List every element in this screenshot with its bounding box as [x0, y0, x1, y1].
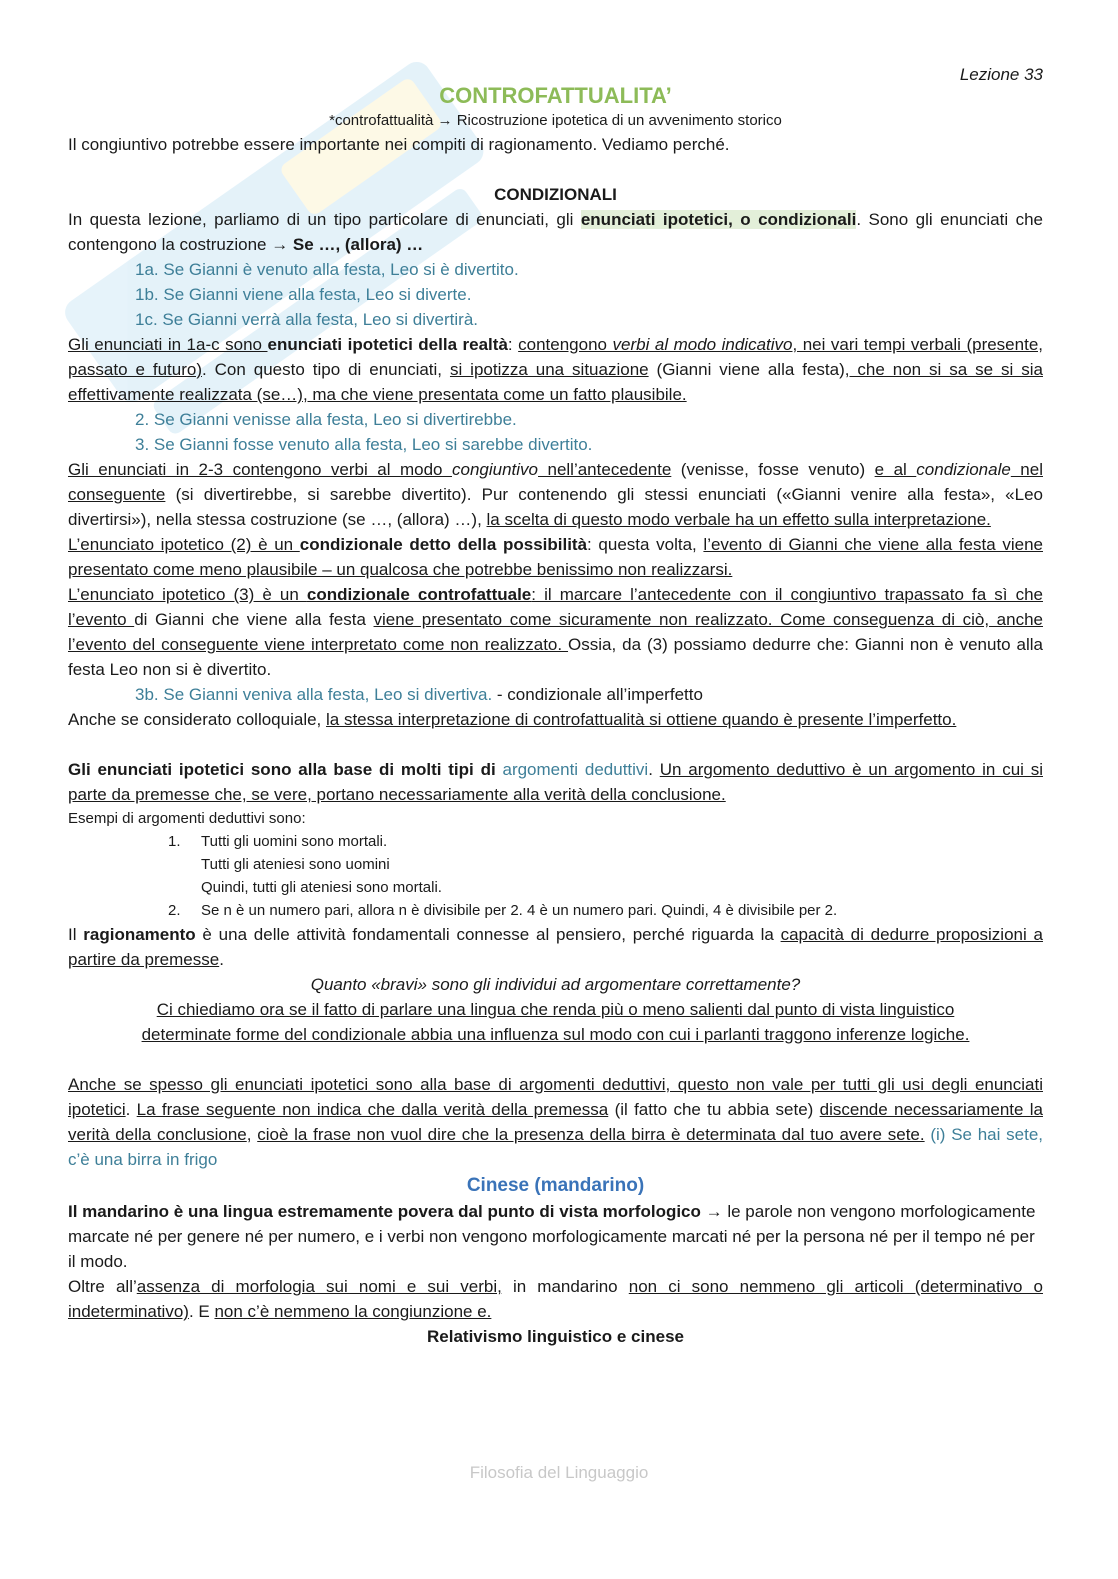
lesson-number: Lezione 33	[959, 65, 1043, 84]
example-1b: 1b. Se Gianni viene alla festa, Leo si diverte.	[135, 285, 472, 304]
paragraph-mandarino: Il mandarino è una lingua estremamente povera dal punto di vista morfologico → le parole non vengono morfologicamente marcate né per genere né per numero, e i verbi non vengono morfologicamente marcati né per la persona né per il tempo né per il modo.	[68, 1202, 1036, 1271]
page-subtitle: *controfattualità → Ricostruzione ipotetica di un avvenimento storico	[329, 112, 782, 129]
example-1a: 1a. Se Gianni è venuto alla festa, Leo si è divertito.	[135, 260, 519, 279]
paragraph-usi-ipotetici: Anche se spesso gli enunciati ipotetici sono alla base di argomenti deduttivi, questo non vale per tutti gli usi degli enunciati ipotetici. La frase seguente non indica che dalla verità della premessa (il fatto che tu abbia sete) discende necessariamente la verità della conclusione, cioè la frase non vuol dire che la presenza della birra è determinata dal tuo avere sete. (i) Se hai sete, c’è una birra in frigo	[68, 1075, 1044, 1169]
research-question-line-1: Ci chiediamo ora se il fatto di parlare una lingua che renda più o meno salienti dal punto di vista linguistico	[156, 1000, 955, 1019]
research-question-line-2: determinate forme del condizionale abbia una influenza sul modo con cui i parlanti traggono inferenze logiche.	[141, 1025, 970, 1044]
document-page	[68, 62, 1043, 1349]
paragraph-morfologia: Oltre all’assenza di morfologia sui nomi e sui verbi, in mandarino non ci sono nemmeno gli articoli (determinativo o indeterminativo). E non c’è nemmeno la congiunzione e.	[68, 1277, 1043, 1321]
question-line: Quanto «bravi» sono gli individui ad argomentare correttamente?	[310, 975, 801, 994]
examples-intro: Esempi di argomenti deduttivi sono:	[68, 810, 306, 827]
example-1c: 1c. Se Gianni verrà alla festa, Leo si divertirà.	[135, 310, 478, 329]
paragraph-imperfetto: Anche se considerato colloquiale, la stessa interpretazione di controfattualità si ottiene quando è presente l’imperfetto.	[68, 710, 957, 729]
highlighted-term: enunciati ipotetici, o condizionali	[580, 210, 857, 229]
paragraph-realta: Gli enunciati in 1a-c sono enunciati ipotetici della realtà: contengono verbi al modo indicativo, nei vari tempi verbali (presente, passato e futuro). Con questo tipo di enunciati, si ipotizza una situazione (Gianni viene alla festa), che non si sa se si sia effettivamente realizzata (se…), ma che viene presentata come un fatto plausibile.	[68, 335, 1043, 404]
section-heading-condizionali: CONDIZIONALI	[494, 185, 617, 204]
page-footer: Filosofia del Linguaggio	[469, 1463, 649, 1482]
example-3: 3. Se Gianni fosse venuto alla festa, Leo si sarebbe divertito.	[135, 435, 593, 454]
paragraph-possibilita: L’enunciato ipotetico (2) è un condizionale detto della possibilità: questa volta, l’evento di Gianni che viene alla festa viene presentato come meno plausibile – un qualcosa che potrebbe benissimo non realizzarsi.	[68, 535, 1043, 579]
paragraph-congiuntivo: Gli enunciati in 2-3 contengono verbi al modo congiuntivo nell’antecedente (venisse, fosse venuto) e al condizionale nel conseguente (si divertirebbe, si sarebbe divertito). Pur contenendo gli stessi enunciati («Gianni venire alla festa», «Leo divertirsi»), nella stessa costruzione (se …, (allora) …), la scelta di questo modo verbale ha un effetto sulla interpretazione.	[68, 460, 1043, 529]
list-item: 2. Se n è un numero pari, allora n è divisibile per 2. 4 è un numero pari. Quindi, 4 è divisibile per 2.	[168, 902, 838, 919]
paragraph-condizionali-intro: In questa lezione, parliamo di un tipo particolare di enunciati, gli enunciati ipotetici, o condizionali. Sono gli enunciati che contengono la costruzione → Se …, (allora) …	[68, 210, 1043, 254]
paragraph-controfattuale: L’enunciato ipotetico (3) è un condizionale controfattuale: il marcare l’antecedente con il congiuntivo trapassato fa sì che l’evento di Gianni che viene alla festa viene presentato come sicuramente non realizzato. Come conseguenza di ciò, anche l’evento del conseguente viene interpretato come non realizzato. Ossia, da (3) possiamo dedurre che: Gianni non è venuto alla festa Leo non si è divertito.	[68, 585, 1044, 679]
example-3b: 3b. Se Gianni veniva alla festa, Leo si divertiva. - condizionale all’imperfetto	[135, 685, 703, 704]
section-heading-cinese: Cinese (mandarino)	[466, 1175, 645, 1196]
page-title: CONTROFATTUALITA’	[439, 83, 672, 108]
intro-paragraph: Il congiuntivo potrebbe essere importante nei compiti di ragionamento. Vediamo perché.	[68, 135, 730, 154]
paragraph-ragionamento: Il ragionamento è una delle attività fondamentali connesse al pensiero, perché riguarda la capacità di dedurre proposizioni a partire da premesse.	[68, 925, 1043, 969]
subheading-relativismo: Relativismo linguistico e cinese	[427, 1327, 684, 1346]
highlighted-term: argomenti deduttivi	[502, 760, 649, 779]
example-2: 2. Se Gianni venisse alla festa, Leo si divertirebbe.	[135, 410, 517, 429]
paragraph-deduttivi: Gli enunciati ipotetici sono alla base di molti tipi di argomenti deduttivi. Un argomento deduttivo è un argomento in cui si parte da premesse che, se vere, portano necessariamente alla verità della conclusione.	[68, 760, 1043, 804]
list-item: 1. Tutti gli uomini sono mortali. Tutti gli ateniesi sono uomini Quindi, tutti gli ateniesi sono mortali.	[168, 833, 442, 896]
